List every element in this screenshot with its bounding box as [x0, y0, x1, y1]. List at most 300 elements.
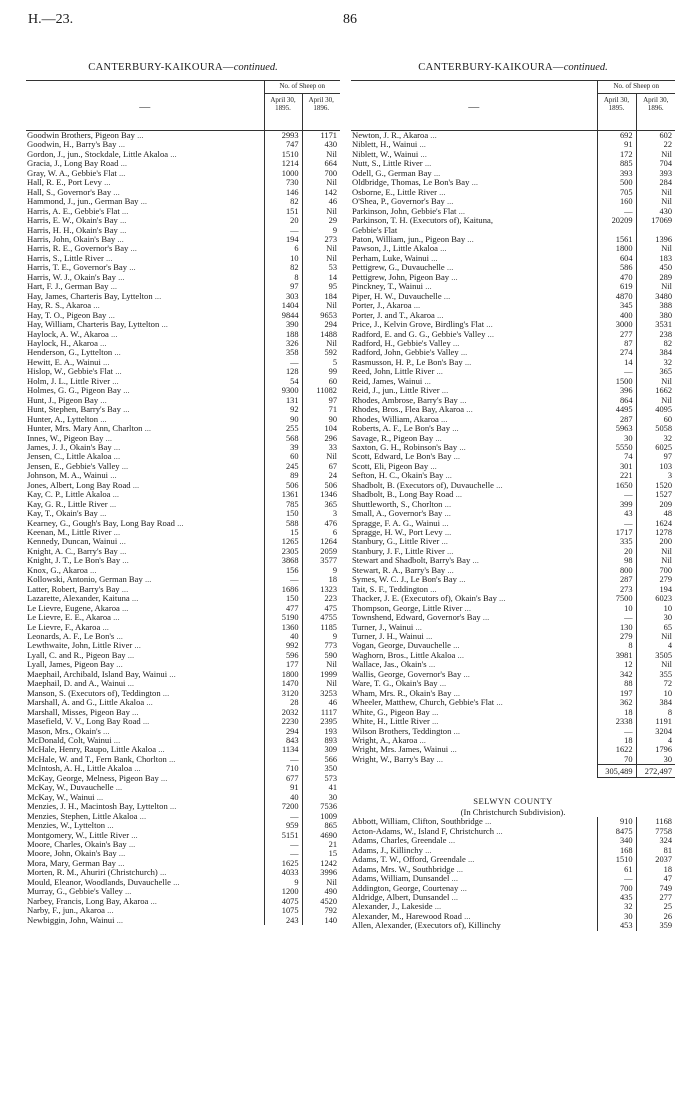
- sheep-1896: 97: [636, 452, 675, 461]
- owner-cell: [351, 613, 597, 622]
- table-row: [351, 235, 675, 244]
- sheep-1895: 88: [597, 679, 636, 688]
- sheep-1896: 792: [302, 906, 340, 915]
- owner-name: Pawson, J., Little Akaloa: [352, 244, 438, 254]
- owner-cell: [351, 490, 597, 499]
- leader-dots: ...: [482, 613, 490, 623]
- leader-dots: ...: [103, 726, 110, 736]
- owner-cell: [351, 509, 597, 518]
- owner-name: Gordon, J., jun., Stockdale, Little Akaloa: [27, 149, 169, 159]
- sheep-1895: 3981: [597, 651, 636, 660]
- table-row: [351, 556, 675, 565]
- table-row: [26, 604, 340, 613]
- table-row: [26, 764, 340, 773]
- sheep-1895: 194: [264, 235, 302, 244]
- owner-cell: [26, 188, 264, 197]
- owner-cell: [26, 897, 264, 906]
- leader-dots: ...: [162, 688, 170, 698]
- sheep-1895: 4033: [264, 868, 302, 877]
- sheep-1895: —: [597, 367, 636, 376]
- table-row: [351, 874, 675, 883]
- sheep-1895: 7200: [264, 802, 302, 811]
- sheep-1895: 843: [264, 736, 302, 745]
- sheep-1895: 747: [264, 140, 302, 149]
- sheep-1895: 43: [597, 509, 636, 518]
- sheep-1895: 177: [264, 660, 302, 669]
- owner-cell: [26, 651, 264, 660]
- table-row: [26, 906, 340, 915]
- sheep-1895: 87: [597, 339, 636, 348]
- table-row: [26, 150, 340, 159]
- sheep-1895: 40: [264, 793, 302, 802]
- owner-name: Porter, J. and T., Akaroa: [352, 310, 435, 320]
- leader-dots: ...: [450, 745, 457, 755]
- sheep-1896: 893: [302, 736, 340, 745]
- sheep-1896: Nil: [302, 178, 340, 187]
- owner-name: Hart, F. J., German Bay: [27, 282, 109, 292]
- table-row: [351, 836, 675, 845]
- leader-dots: ...: [128, 839, 136, 849]
- sheep-1896: 29: [302, 216, 340, 225]
- owner-cell: [351, 717, 597, 726]
- owner-name: Harris, W. J., Okain's Bay: [27, 272, 116, 282]
- owner-name: Thacker, J. E. (Executors of), Okain's Bay: [352, 594, 497, 604]
- owner-name: Le Lievre, Eugene, Akaroa: [27, 603, 120, 613]
- sheep-1896: 193: [302, 727, 340, 736]
- owner-cell: [26, 235, 264, 244]
- table-row: [351, 708, 675, 717]
- sheep-1895: 1361: [264, 490, 302, 499]
- leader-dots: ...: [131, 830, 138, 840]
- owner-name: Latter, Robert, Barry's Bay: [27, 584, 120, 594]
- leader-dots: ...: [154, 291, 162, 301]
- owner-cell: [351, 575, 597, 584]
- owner-cell: [26, 698, 264, 707]
- owner-name: Kearney, G., Gough's Bay, Long Bay Road: [27, 518, 175, 528]
- table-row: [26, 547, 340, 556]
- spacer-row: [351, 778, 675, 797]
- sheep-1895: 470: [597, 273, 636, 282]
- owner-name: Le Lievre, F., Akaroa: [27, 622, 101, 632]
- sheep-1895: 61: [597, 865, 636, 874]
- leader-dots: ...: [90, 565, 97, 575]
- owner-cell: [26, 604, 264, 613]
- leader-dots: ...: [159, 868, 167, 878]
- sheep-1895: 168: [597, 846, 636, 855]
- sheep-1895: 3868: [264, 556, 302, 565]
- sheep-1896: 4755: [302, 613, 340, 622]
- table-row: [351, 292, 675, 301]
- owner-name: Niblett, H., Wainui: [352, 140, 418, 150]
- owner-cell: [26, 348, 264, 357]
- sheep-1895: 54: [264, 377, 302, 386]
- sheep-1896: 3253: [302, 689, 340, 698]
- leader-dots: ...: [169, 802, 177, 812]
- owner-cell: [351, 884, 597, 893]
- owner-cell: [26, 868, 264, 877]
- owner-name: Lyall, James, Pigeon Bay: [27, 660, 115, 670]
- leader-dots: ...: [107, 821, 114, 831]
- owner-name: Hunter, Mrs. Mary Ann, Charlton: [27, 424, 143, 434]
- sheep-1895: 60: [264, 452, 302, 461]
- sheep-1895: 390: [264, 320, 302, 329]
- owner-cell: [351, 216, 597, 225]
- leader-dots: ...: [451, 874, 458, 884]
- owner-name: Addington, George, Courtenay: [352, 883, 459, 893]
- sheep-1895: 2032: [264, 708, 302, 717]
- sheep-1896: 704: [636, 159, 675, 168]
- owner-name: Kollowski, Antonio, German Bay: [27, 575, 143, 585]
- sheep-1896: 1168: [636, 817, 675, 826]
- table-row: [26, 670, 340, 679]
- table-row: [351, 311, 675, 320]
- left-col2-header: April 30, 1896.: [302, 94, 340, 131]
- owner-name: Gebbie's Flat: [352, 225, 398, 235]
- leader-dots: ...: [177, 518, 184, 528]
- leader-dots: ...: [468, 855, 475, 865]
- table-row: [26, 377, 340, 386]
- table-row: [351, 651, 675, 660]
- owner-name: Aldridge, Albert, Dunsandel: [352, 892, 450, 902]
- leader-dots: ...: [129, 263, 136, 273]
- sheep-1895: 4075: [264, 897, 302, 906]
- owner-cell: [26, 358, 264, 367]
- table-row: [351, 140, 675, 149]
- right-table-body: [351, 131, 675, 931]
- owner-cell: [26, 197, 264, 206]
- sheep-1896: 67: [302, 462, 340, 471]
- owner-name: Jensen, E., Gebbie's Valley: [27, 461, 120, 471]
- sheep-1895: 197: [597, 689, 636, 698]
- sheep-1895: 301: [597, 462, 636, 471]
- leader-dots: ...: [118, 858, 125, 868]
- table-row: [26, 282, 340, 291]
- sheep-1895: 362: [597, 698, 636, 707]
- table-row: [351, 339, 675, 348]
- owner-name: Gray, W. A., Gebbie's Flat: [27, 168, 117, 178]
- owner-name: Mason, Mrs., Okain's: [27, 726, 101, 736]
- leader-dots: ...: [460, 348, 468, 358]
- leader-dots: ...: [441, 414, 448, 424]
- owner-name: Ware, T. G., Okain's Bay: [352, 679, 438, 689]
- sheep-1896: 81: [636, 846, 675, 855]
- table-row: [351, 893, 675, 902]
- sheep-1896: Nil: [302, 254, 340, 263]
- owner-name: Hunter, A., Lyttelton: [27, 414, 99, 424]
- table-row: [26, 169, 340, 178]
- table-row: [26, 793, 340, 802]
- sheep-1895: 40: [264, 632, 302, 641]
- sheep-1895: —: [597, 613, 636, 622]
- owner-name: Rhodes, William, Akaroa: [352, 414, 439, 424]
- owner-cell: [26, 585, 264, 594]
- owner-cell: [351, 292, 597, 301]
- sheep-1896: 592: [302, 348, 340, 357]
- owner-cell: [26, 216, 264, 225]
- leader-dots: ...: [452, 338, 460, 348]
- owner-name: Piper, H. W., Duvauchelle: [352, 291, 442, 301]
- sheep-1896: Nil: [636, 660, 675, 669]
- table-row: [351, 537, 675, 546]
- leader-dots: ...: [435, 433, 442, 443]
- owner-name: McHale, W. and T., Fern Bank, Chorlton: [27, 754, 167, 764]
- sheep-1895: 1686: [264, 585, 302, 594]
- leader-dots: ...: [121, 603, 129, 613]
- sheep-1895: 128: [264, 367, 302, 376]
- sheep-1895: 1510: [597, 855, 636, 864]
- sheep-1895: 303: [264, 292, 302, 301]
- leader-dots: ...: [446, 546, 454, 556]
- table-row: [26, 566, 340, 575]
- table-row: [351, 188, 675, 197]
- owner-name: Wright, A., Akaroa: [352, 736, 418, 745]
- leader-dots: ...: [150, 896, 157, 906]
- leader-dots: ...: [499, 594, 506, 604]
- table-row: [26, 509, 340, 518]
- sheep-1896: 10: [636, 604, 675, 613]
- owner-cell: [26, 793, 264, 802]
- sheep-1896: 573: [302, 774, 340, 783]
- sheep-1895: —: [597, 874, 636, 883]
- owner-name: Spragge, F. A. G., Wainui: [352, 518, 440, 528]
- leader-dots: ...: [100, 509, 107, 519]
- owner-name: O'Shea, P., Governor's Bay: [352, 197, 445, 207]
- owner-cell: [351, 443, 597, 452]
- owner-name: Harris, E. W., Okain's Bay: [27, 216, 118, 226]
- owner-cell: [26, 226, 264, 235]
- sheep-1896: 142: [302, 188, 340, 197]
- sheep-1896: 380: [636, 311, 675, 320]
- owner-cell: [26, 367, 264, 376]
- sheep-1896: 2037: [636, 855, 675, 864]
- leader-dots: ...: [140, 197, 148, 207]
- owner-name: Parkinson, John, Gebbie's Flat: [352, 206, 457, 216]
- leader-dots: ...: [121, 584, 129, 594]
- owner-cell: [26, 556, 264, 565]
- owner-name: Maephail, Archibald, Island Bay, Wainui: [27, 669, 168, 679]
- owner-name: Wheeler, Matthew, Church, Gebbie's Flat: [352, 698, 495, 708]
- owner-name: Henderson, G., Lyttelton: [27, 348, 113, 358]
- sheep-1895: 700: [597, 884, 636, 893]
- sheep-1895: 4495: [597, 405, 636, 414]
- table-row: [351, 169, 675, 178]
- owner-cell: [26, 339, 264, 348]
- table-row: [26, 708, 340, 717]
- sheep-1895: 20: [597, 547, 636, 556]
- sheep-1895: 8: [264, 273, 302, 282]
- sheep-1895: 596: [264, 651, 302, 660]
- leader-dots: ...: [114, 348, 121, 358]
- owner-cell: [26, 490, 264, 499]
- leader-dots: ...: [431, 717, 439, 727]
- sheep-1896: 1662: [636, 386, 675, 395]
- sheep-1896: 8: [636, 708, 675, 717]
- sheep-1896: 700: [302, 169, 340, 178]
- left-sheep-table: [26, 80, 340, 925]
- sheep-1895: 14: [597, 358, 636, 367]
- owner-name: Scott, Eli, Pigeon Bay: [352, 461, 429, 471]
- owner-name: Parkinson, T. H. (Executors of), Kaituna,: [352, 216, 493, 226]
- table-row: [26, 178, 340, 187]
- leader-dots: ...: [445, 471, 452, 481]
- table-row: [351, 509, 675, 518]
- sheep-1895: 7500: [597, 594, 636, 603]
- owner-name: Tait, S. F., Teddington: [352, 584, 429, 594]
- table-row: [351, 481, 675, 490]
- left-name-header: —: [26, 81, 264, 131]
- owner-cell: [351, 708, 597, 717]
- owner-cell: [351, 434, 597, 443]
- owner-name: Kay, T., Okain's Bay: [27, 509, 98, 519]
- owner-cell: [351, 727, 597, 736]
- sheep-1896: 238: [636, 330, 675, 339]
- owner-cell: [351, 244, 597, 253]
- owner-name: Radford, H., Gebbie's Valley: [352, 338, 451, 348]
- sheep-1895: 4870: [597, 292, 636, 301]
- leader-dots: ...: [134, 641, 141, 651]
- sheep-1896: 72: [636, 679, 675, 688]
- table-row: [351, 547, 675, 556]
- owner-cell: [26, 311, 264, 320]
- table-row: [351, 490, 675, 499]
- table-row: [26, 386, 340, 395]
- leader-dots: ...: [441, 537, 448, 547]
- leader-dots: ...: [448, 836, 456, 846]
- leader-dots: ...: [173, 877, 180, 887]
- owner-cell: [26, 849, 264, 858]
- sheep-1895: 1650: [597, 481, 636, 490]
- table-row: [351, 827, 675, 836]
- sheep-1896: Nil: [636, 282, 675, 291]
- leader-dots: ...: [433, 168, 441, 178]
- sheep-1895: 2305: [264, 547, 302, 556]
- sheep-1896: 359: [636, 921, 675, 930]
- sheep-1896: 17069: [636, 216, 675, 225]
- owner-cell: [26, 320, 264, 329]
- leader-dots: ...: [436, 754, 443, 765]
- sheep-1896: 99: [302, 367, 340, 376]
- owner-cell: [26, 641, 264, 650]
- sheep-1896: 1242: [302, 859, 340, 868]
- owner-name: Radford, E. and G. G., Gebbie's Valley: [352, 329, 486, 339]
- sheep-1896: 277: [636, 893, 675, 902]
- sheep-1896: 60: [636, 415, 675, 424]
- owner-cell: [26, 670, 264, 679]
- owner-name: Harris, T. E., Governor's Bay: [27, 263, 128, 273]
- table-row: [351, 679, 675, 688]
- owner-cell: [26, 452, 264, 461]
- table-row: [26, 660, 340, 669]
- table-row: [26, 698, 340, 707]
- leader-dots: ...: [431, 707, 439, 717]
- sheep-1896: 194: [636, 585, 675, 594]
- table-row: [351, 263, 675, 272]
- owner-cell: [26, 396, 264, 405]
- owner-cell: [351, 632, 597, 641]
- owner-name: Price, J., Kelvin Grove, Birdling's Flat: [352, 320, 485, 330]
- sheep-1896: 82: [636, 339, 675, 348]
- sheep-1895: 287: [597, 415, 636, 424]
- table-row: [26, 916, 340, 925]
- owner-cell: [351, 169, 597, 178]
- sheep-1896: 32: [636, 358, 675, 367]
- owner-name: Mora, Mary, German Bay: [27, 858, 116, 868]
- sheep-1895: 692: [597, 131, 636, 141]
- owner-name: Montgomery, W., Little River: [27, 830, 130, 840]
- owner-name: Knox, G., Akaroa: [27, 565, 88, 575]
- leader-dots: ...: [420, 149, 427, 159]
- sheep-1895: 245: [264, 462, 302, 471]
- sheep-1896: 223: [302, 594, 340, 603]
- sheep-1895: 1265: [264, 537, 302, 546]
- owner-cell: [351, 396, 597, 405]
- table-row: [351, 698, 675, 707]
- table-row: [351, 367, 675, 376]
- table-row: [26, 140, 340, 149]
- sheep-1896: 430: [636, 207, 675, 216]
- table-row: [351, 585, 675, 594]
- sheep-1896: 773: [302, 641, 340, 650]
- owner-cell: [351, 874, 597, 883]
- sheep-1896: 46: [302, 197, 340, 206]
- table-row: [26, 434, 340, 443]
- table-row: [26, 330, 340, 339]
- sheep-1895: 10: [264, 254, 302, 263]
- leader-dots: ...: [415, 622, 422, 632]
- sheep-1896: 3996: [302, 868, 340, 877]
- owner-cell: [26, 273, 264, 282]
- owner-name: Lazarette, Alexander, Kaituna: [27, 594, 130, 604]
- table-row: [351, 613, 675, 622]
- sheep-1895: —: [597, 490, 636, 499]
- table-row: [26, 131, 340, 141]
- owner-cell: [351, 755, 597, 765]
- leader-dots: ...: [441, 386, 449, 396]
- owner-cell: [351, 226, 597, 235]
- leader-dots: ...: [121, 206, 129, 216]
- sheep-1896: 1488: [302, 330, 340, 339]
- owner-cell: [26, 244, 264, 253]
- sheep-1895: 710: [264, 764, 302, 773]
- owner-name: Knight, A. C., Barry's Bay: [27, 546, 118, 556]
- leader-dots: ...: [103, 357, 110, 367]
- owner-name: Leonards, A. F., Le Bon's: [27, 632, 115, 642]
- table-row: [351, 226, 675, 235]
- left-group-header: No. of Sheep on: [264, 81, 340, 94]
- sheep-1895: 151: [264, 207, 302, 216]
- owner-name: Wilson Brothers, Teddington: [352, 726, 452, 736]
- table-row: [351, 817, 675, 826]
- page-header: [0, 12, 700, 32]
- table-row: [26, 736, 340, 745]
- owner-cell: [26, 623, 264, 632]
- leader-dots: ...: [170, 149, 177, 159]
- table-row: [26, 755, 340, 764]
- sheep-1895: 2338: [597, 717, 636, 726]
- sheep-1896: 24: [302, 471, 340, 480]
- table-row: [351, 855, 675, 864]
- sheep-1895: 1214: [264, 159, 302, 168]
- owner-cell: [351, 273, 597, 282]
- owner-name: Menzies, W., Lyttelton: [27, 821, 106, 831]
- sheep-1895: 2993: [264, 131, 302, 141]
- table-row: [26, 802, 340, 811]
- table-row: [351, 301, 675, 310]
- sheep-1895: 1000: [264, 169, 302, 178]
- table-row: [351, 884, 675, 893]
- owner-name: Acton-Adams, W., Island F, Christchurch: [352, 826, 495, 836]
- owner-name: Moore, John, Okain's Bay: [27, 849, 117, 859]
